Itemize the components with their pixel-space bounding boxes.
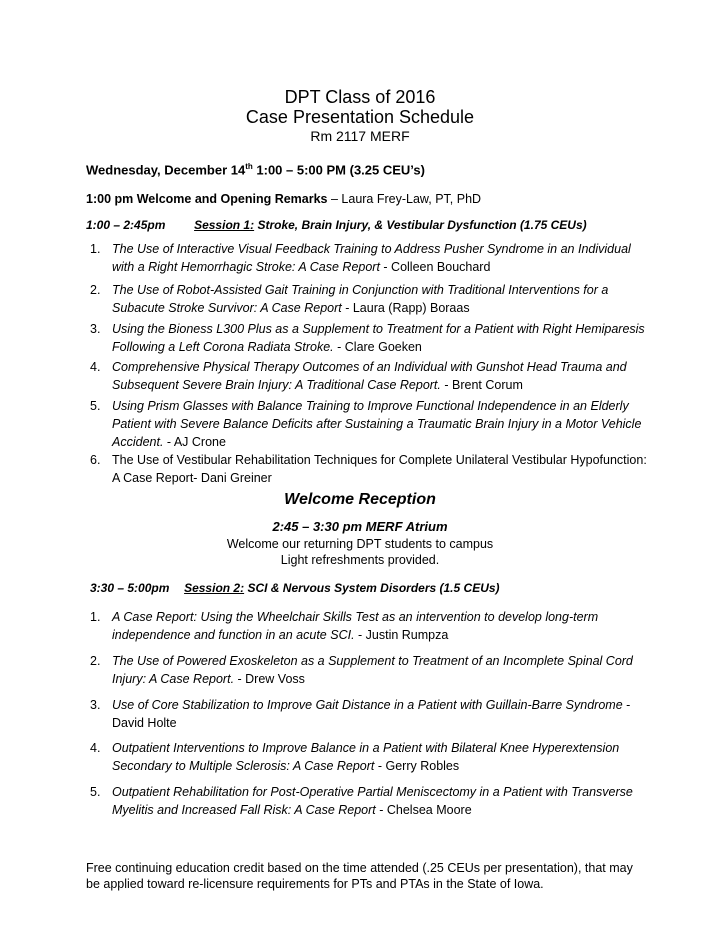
item-presenter: - Gerry Robles xyxy=(374,759,460,773)
item-title: Outpatient Interventions to Improve Balance in a Patient with Bilateral Knee Hyperextension Secondary to Multiple Sclerosis: A Case Report xyxy=(112,741,620,773)
item-number: 5. xyxy=(90,785,101,799)
item-presenter: - Brent Corum xyxy=(440,378,523,392)
welcome-line xyxy=(86,192,481,206)
item-title: Use of Core Stabilization to Improve Gait Distance in a Patient with Guillain-Barre Syndrome xyxy=(112,698,623,712)
session1-label: Session 1: xyxy=(194,218,255,232)
item-title: A Case Report: Using the Wheelchair Skills Test as an intervention to develop long-term independence and function in an acute SCI. xyxy=(112,610,599,642)
item-presenter: - Clare Goeken xyxy=(333,340,422,354)
session1-topic: Stroke, Brain Injury, & Vestibular Dysfunction (1.75 CEUs) xyxy=(254,218,587,232)
item-title: The Use of Interactive Visual Feedback Training to Address Pusher Syndrome in an Individual with a Right Hemorrhagic Stroke: A Case Report xyxy=(112,242,631,274)
item-title: Outpatient Rehabilitation for Post-Operative Partial Meniscectomy in a Patient with Transverse Myelitis and Increased Fall Risk: A Case Report xyxy=(112,785,633,817)
item-number: 2. xyxy=(90,654,101,668)
item-title: Using the Bioness L300 Plus as a Supplement to Treatment for a Patient with Right Hemiparesis Following a Left Corona Radiata Stroke. xyxy=(112,322,645,354)
item-presenter: - Justin Rumpza xyxy=(354,628,449,642)
item-presenter: - AJ Crone xyxy=(163,435,226,449)
date-day: Wednesday, December 14 xyxy=(86,162,246,178)
ceu-footnote: Free continuing education credit based on the time attended (.25 CEUs per presentation), that may be applied toward re-licensure requirements for PTs and PTAs in the State of Iowa. xyxy=(86,861,633,891)
item-presenter: - David Holte xyxy=(112,698,631,730)
item-number: 5. xyxy=(90,399,101,413)
reception-line1: Welcome our returning DPT students to campus xyxy=(226,537,494,551)
date-time: 1:00 – 5:00 PM (3.25 CEU’s) xyxy=(252,162,425,178)
session1-heading xyxy=(86,218,587,232)
session1-time: 1:00 – 2:45pm xyxy=(86,218,166,232)
item-presenter: - Chelsea Moore xyxy=(375,803,472,817)
item-number: 6. xyxy=(90,453,101,467)
page-title: DPT Class of 2016 xyxy=(284,87,436,107)
room-label: Rm 2117 MERF xyxy=(310,128,410,144)
item-title: Using Prism Glasses with Balance Training to Improve Functional Independence in an Elderly Patient with Severe Balance Deficits after Sustaining a Traumatic Brain Injury in a Motor Vehicle Accident. xyxy=(112,399,642,449)
item-title: The Use of Powered Exoskeleton as a Supplement to Treatment of an Incomplete Spinal Cord Injury: A Case Report. xyxy=(112,654,633,686)
item-title: The Use of Robot-Assisted Gait Training in Conjunction with Traditional Interventions for a Subacute Stroke Survivor: A Case Report xyxy=(112,283,609,315)
item-number: 3. xyxy=(90,698,101,712)
item-title: Comprehensive Physical Therapy Outcomes of an Individual with Gunshot Head Trauma and Subsequent Severe Brain Injury: A Traditional Case Report. xyxy=(112,360,627,392)
item-number: 4. xyxy=(90,360,101,374)
welcome-speaker: – Laura Frey-Law, PT, PhD xyxy=(327,192,482,206)
session2-label: Session 2: xyxy=(184,581,245,595)
page-subtitle: Case Presentation Schedule xyxy=(245,107,475,127)
item-presenter: - Drew Voss xyxy=(234,672,305,686)
welcome-label: 1:00 pm Welcome and Opening Remarks xyxy=(86,192,328,206)
item-number: 2. xyxy=(90,283,101,297)
reception-time: 2:45 – 3:30 pm MERF Atrium xyxy=(272,519,448,534)
item-presenter: The Use of Vestibular Rehabilitation Techniques for Complete Unilateral Vestibular Hypofunction: A Case Report- Dani Greiner xyxy=(112,453,647,485)
item-number: 3. xyxy=(90,322,101,336)
item-presenter: - Colleen Bouchard xyxy=(379,260,491,274)
reception-title: Welcome Reception xyxy=(284,491,436,508)
date-line xyxy=(86,162,425,177)
item-presenter: - Laura (Rapp) Boraas xyxy=(341,301,470,315)
item-number: 1. xyxy=(90,610,101,624)
session2-topic: SCI & Nervous System Disorders (1.5 CEUs) xyxy=(244,581,500,595)
item-number: 1. xyxy=(90,242,101,256)
reception-line2: Light refreshments provided. xyxy=(280,553,440,567)
session2-time: 3:30 – 5:00pm xyxy=(90,581,170,595)
item-number: 4. xyxy=(90,741,101,755)
date-suffix: th xyxy=(245,162,253,171)
session2-heading xyxy=(90,581,500,595)
